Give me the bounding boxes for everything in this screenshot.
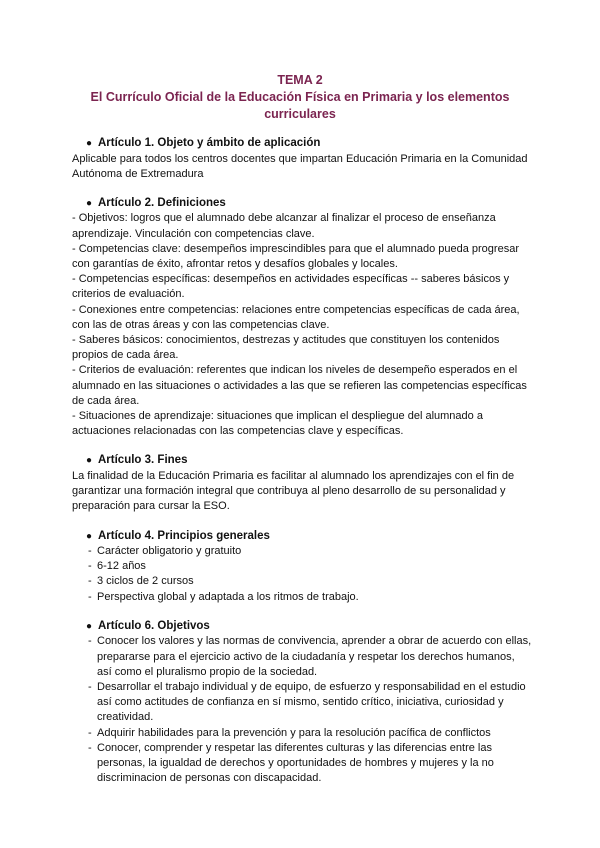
list-item [72, 544, 532, 559]
section-articulo-2 [72, 196, 532, 440]
list-item [72, 726, 532, 741]
bullet-icon: ● [86, 530, 93, 542]
section-heading [72, 453, 532, 469]
definition-item: - Conexiones entre competencias: relaciones entre competencias específicas de cada área, con las de otras áreas y con las competencias clave. [72, 303, 520, 331]
section-heading [72, 529, 532, 545]
section-articulo-6 [72, 619, 532, 787]
dash-marker: - [88, 726, 92, 739]
list-item-text: Adquirir habilidades para la prevención y para la resolución pacífica de conflictos [97, 726, 491, 739]
section-articulo-1 [72, 136, 532, 182]
section-articulo-3 [72, 453, 532, 514]
definition-list [72, 211, 532, 439]
list-item-text: Conocer, comprender y respetar las diferentes culturas y las diferencias entre las personas, la igualdad de derechos y oportunidades de hombres y mujeres y la no discriminacion de personas con discapacidad. [97, 741, 494, 785]
list-item-text: 3 ciclos de 2 cursos [97, 575, 194, 588]
paragraph: La finalidad de la Educación Primaria es facilitar al alumnado los aprendizajes con el fin de garantizar una formación integral que contribuya al pleno desarrollo de su personalidad y preparación para cursar la ESO. [72, 469, 515, 513]
section-articulo-4 [72, 529, 532, 605]
document-body [72, 136, 532, 800]
list-item [72, 559, 532, 574]
list-item-text: Conocer los valores y las normas de convivencia, aprender a obrar de acuerdo con ellas, prepararse para el ejercicio activo de la ciudadanía y respetar los derechos humanos, así como el pluralismo propio de la sociedad. [97, 635, 532, 678]
heading-text: Artículo 1. Objeto y ámbito de aplicación [98, 137, 321, 149]
list-item [72, 634, 532, 680]
list-item [72, 574, 532, 589]
definition-item: - Competencias específicas: desempeños en actividades específicas -- saberes básicos y criterios de evaluación. [72, 273, 510, 301]
definition-item: - Objetivos: logros que el alumnado debe alcanzar al finalizar el proceso de enseñanza aprendizaje. Vinculación con competencias clave. [72, 212, 496, 240]
dash-marker: - [88, 635, 92, 648]
list-item-text: 6-12 años [97, 560, 146, 573]
paragraph: Aplicable para todos los centros docentes que impartan Educación Primaria en la Comunidad Autónoma de Extremadura [72, 152, 528, 180]
dash-marker: - [88, 590, 92, 603]
list-item [72, 741, 532, 787]
title-line-1: El Currículo Oficial de la Educación Física en Primaria y los elementos [90, 90, 510, 104]
heading-text: Artículo 6. Objetivos [98, 619, 210, 632]
dash-marker: - [88, 575, 92, 588]
definition-item: - Situaciones de aprendizaje: situaciones que implican el despliegue del alumnado a actuaciones relacionadas con las competencias clave y específicas. [72, 410, 483, 438]
dash-list [72, 634, 532, 786]
section-heading [72, 619, 532, 635]
list-item [72, 680, 532, 726]
dash-marker: - [88, 680, 92, 693]
list-item-text: Perspectiva global y adaptada a los ritmos de trabajo. [97, 590, 359, 603]
section-heading [72, 136, 532, 152]
heading-text: Artículo 4. Principios generales [98, 529, 270, 542]
bullet-icon: ● [86, 138, 93, 149]
title-line-2: curriculares [264, 107, 336, 121]
tema-label: TEMA 2 [277, 73, 323, 87]
dash-marker: - [88, 560, 92, 573]
heading-text: Artículo 2. Definiciones [98, 196, 226, 209]
document-title-block [0, 72, 600, 123]
list-item-text: Desarrollar el trabajo individual y de equipo, de esfuerzo y responsabilidad en el estudio así como actitudes de confianza en sí mismo, sentido crítico, iniciativa, curiosidad y creatividad. [97, 680, 526, 724]
definition-item: - Criterios de evaluación: referentes que indican los niveles de desempeño esperados en el alumnado en las situaciones o actividades a las que se refieren las competencias específicas de cada área. [72, 364, 527, 407]
section-heading [72, 196, 532, 212]
dash-marker: - [88, 545, 92, 558]
definition-item: - Saberes básicos: conocimientos, destrezas y actitudes que constituyen los contenidos propios de cada área. [72, 334, 500, 362]
dash-list [72, 544, 532, 605]
bullet-icon: ● [86, 620, 93, 632]
dash-marker: - [88, 741, 92, 754]
bullet-icon: ● [86, 197, 93, 209]
definition-item: - Competencias clave: desempeños imprescindibles para que el alumnado pueda progresar con garantías de éxito, afrontar retos y desafíos globales y locales. [72, 242, 519, 271]
list-item-text: Carácter obligatorio y gratuito [97, 545, 242, 558]
list-item [72, 590, 532, 605]
heading-text: Artículo 3. Fines [98, 454, 188, 467]
bullet-icon: ● [86, 455, 93, 467]
